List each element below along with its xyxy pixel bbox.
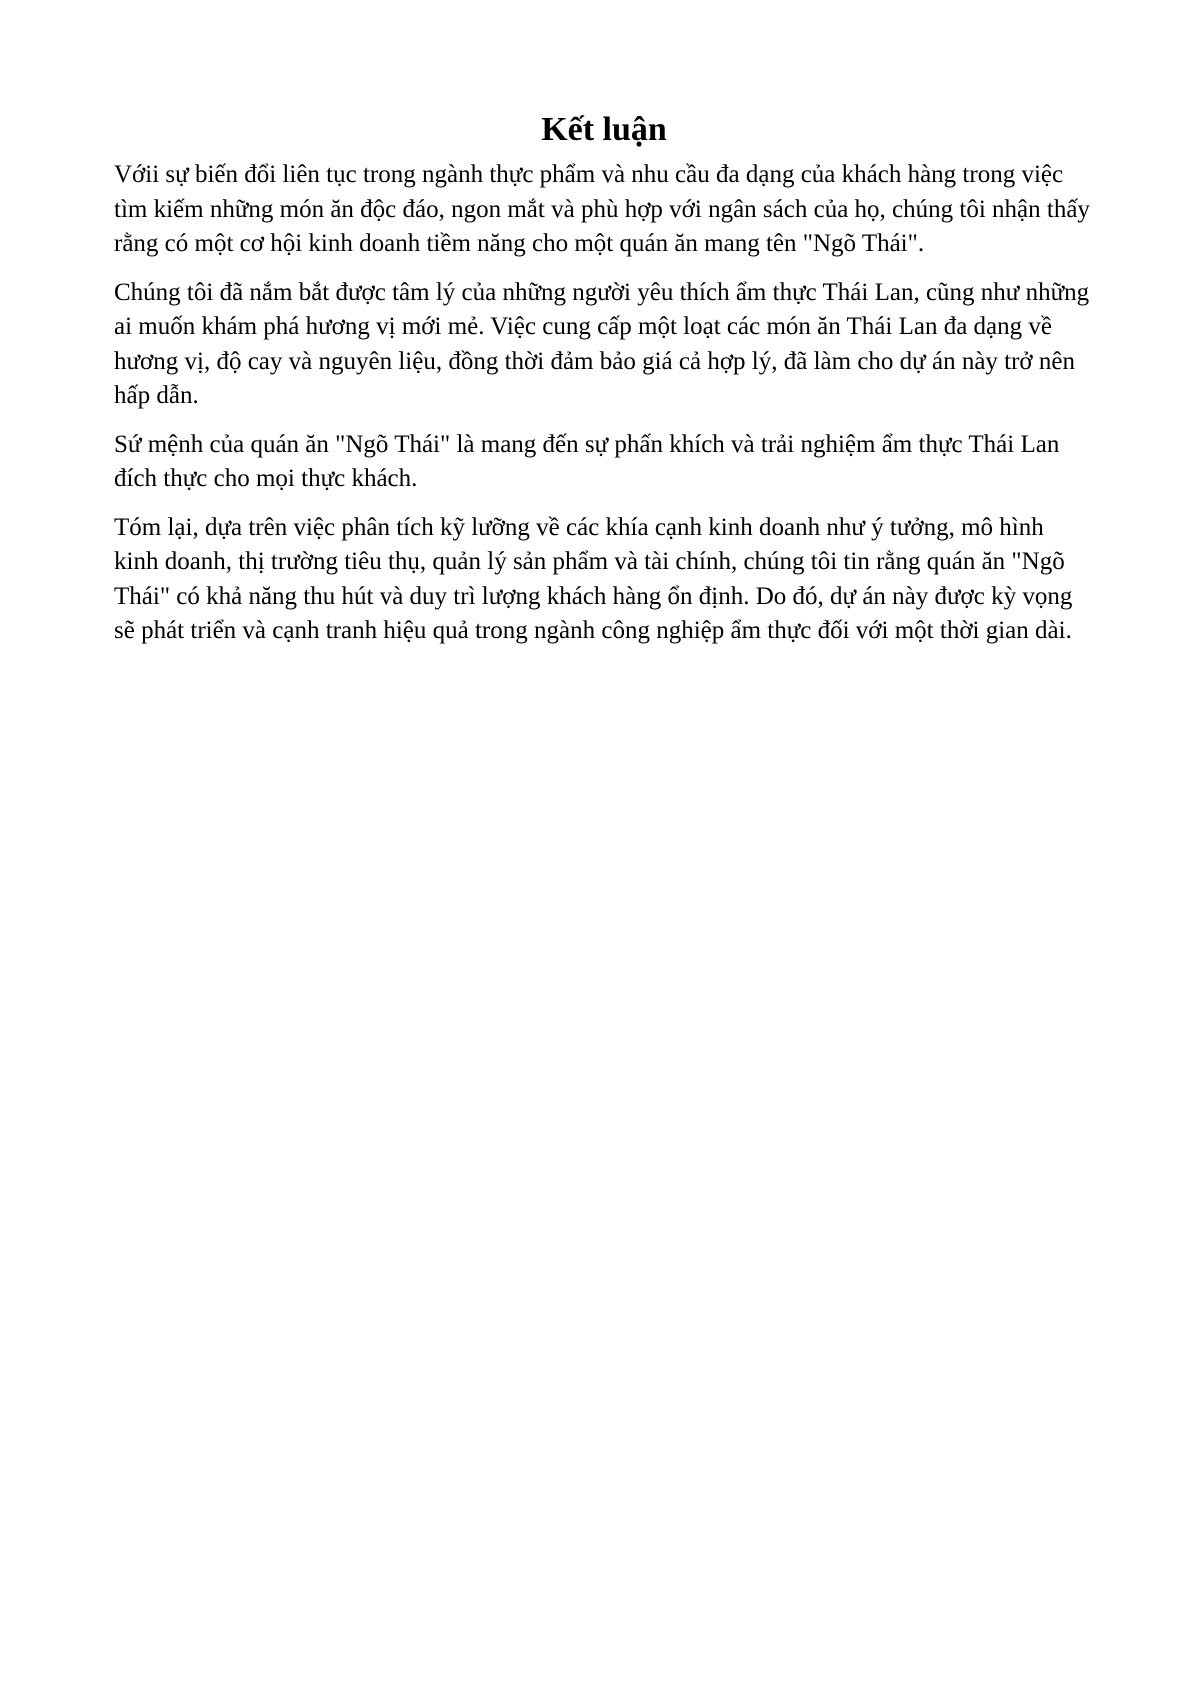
document-body bbox=[114, 110, 1094, 663]
document-title: Kết luận bbox=[541, 111, 667, 148]
paragraph-summary: Tóm lại, dựa trên việc phân tích kỹ lưỡng về các khía cạnh kinh doanh như ý tưởng, mô hình kinh doanh, thị trường tiêu thụ, quản lý sản phẩm và tài chính, chúng tôi tin rằng quán ăn "Ngõ Thái" có khả năng thu hút và duy trì lượng khách hàng ổn định. Do đó, dự án này được kỳ vọng sẽ phát triển và cạnh tranh hiệu quả trong ngành công nghiệp ẩm thực đối với một thời gian dài. bbox=[114, 513, 1073, 644]
paragraph-mission: Sứ mệnh của quán ăn "Ngõ Thái" là mang đến sự phấn khích và trải nghiệm ẩm thực Thái Lan đích thực cho mọi thực khách. bbox=[114, 430, 1060, 492]
paragraph-intro: Vớii sự biến đổi liên tục trong ngành thực phẩm và nhu cầu đa dạng của khách hàng trong việc tìm kiếm những món ăn độc đáo, ngon mắt và phù hợp với ngân sách của họ, chúng tôi nhận thấy rằng có một cơ hội kinh doanh tiềm năng cho một quán ăn mang tên "Ngõ Thái". bbox=[114, 161, 1090, 257]
paragraph-market-insight: Chúng tôi đã nắm bắt được tâm lý của những người yêu thích ẩm thực Thái Lan, cũng như những ai muốn khám phá hương vị mới mẻ. Việc cung cấp một loạt các món ăn Thái Lan đa dạng về hương vị, độ cay và nguyên liệu, đồng thời đảm bảo giá cả hợp lý, đã làm cho dự án này trở nên hấp dẫn. bbox=[114, 278, 1090, 409]
